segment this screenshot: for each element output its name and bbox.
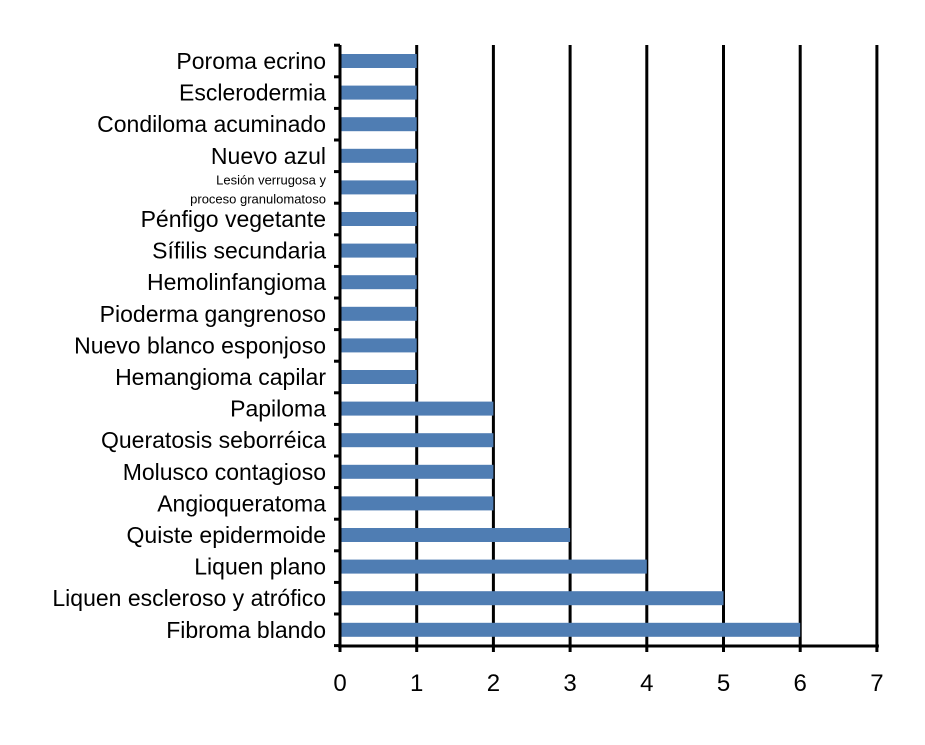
- x-tick-label: 2: [486, 670, 501, 697]
- category-label-hemangioma-capilar: Hemangioma capilar: [115, 364, 326, 390]
- category-label-liquen-plano: Liquen plano: [194, 553, 326, 580]
- bar-sifilis-secundaria: [340, 244, 417, 258]
- bar-molusco-contagioso: [340, 465, 493, 479]
- bar-nuevo-blanco-esponjoso: [340, 338, 417, 352]
- x-tick-labels: [333, 670, 883, 697]
- bar-penfigo-vegetante: [340, 212, 417, 226]
- bar-poroma-ecrino: [340, 54, 417, 68]
- category-label-hemolinfangioma: Hemolinfangioma: [147, 269, 326, 296]
- bar-hemangioma-capilar: [340, 370, 417, 384]
- category-label-pioderma-gangrenoso: Pioderma gangrenoso: [99, 300, 326, 327]
- category-label-molusco-contagioso: Molusco contagioso: [122, 458, 326, 485]
- bar-esclerodermia: [340, 86, 417, 100]
- bar-angioqueratoma: [340, 496, 493, 510]
- category-label-liquen-escleroso-y-atrofico: Liquen escleroso y atrófico: [52, 585, 326, 612]
- bar-quiste-epidermoide: [340, 528, 570, 542]
- bar-lesion-verrugosa-y-proceso-granulomatoso: [340, 180, 417, 194]
- bar-nuevo-azul: [340, 149, 417, 163]
- x-tick-label: 6: [793, 670, 807, 697]
- grid-lines: [417, 45, 877, 646]
- category-label-nuevo-blanco-esponjoso: Nuevo blanco esponjoso: [74, 332, 326, 359]
- category-label-nuevo-azul: Nuevo azul: [210, 142, 326, 169]
- category-label-condiloma-acuminado: Condiloma acuminado: [97, 111, 326, 138]
- category-label-sifilis-secundaria: Sífilis secundaria: [152, 237, 326, 264]
- category-labels: [52, 48, 326, 643]
- category-label-papiloma: Papiloma: [230, 395, 326, 422]
- x-tick-label: 4: [640, 670, 654, 697]
- bar-papiloma: [340, 402, 493, 416]
- bar-liquen-escleroso-y-atrofico: [340, 591, 724, 605]
- bar-queratosis-seborreica: [340, 433, 493, 447]
- x-tick-label: 0: [333, 670, 347, 697]
- category-label-penfigo-vegetante: Pénfigo vegetante: [140, 206, 326, 232]
- x-tick-label: 3: [563, 670, 577, 697]
- bar-liquen-plano: [340, 560, 647, 574]
- bar-pioderma-gangrenoso: [340, 307, 417, 321]
- category-label-lesion-verrugosa-y-proceso-granulomatoso: Lesión verrugosa y proceso granulomatoso: [190, 172, 326, 207]
- category-label-esclerodermia: Esclerodermia: [179, 79, 326, 106]
- x-tick-label: 5: [716, 670, 731, 697]
- x-tick-label: 7: [870, 670, 884, 697]
- category-label-quiste-epidermoide: Quiste epidermoide: [126, 522, 326, 548]
- x-tick-label: 1: [410, 670, 424, 697]
- category-label-angioqueratoma: Angioqueratoma: [157, 490, 326, 517]
- bar-fibroma-blando: [340, 623, 800, 637]
- category-label-fibroma-blando: Fibroma blando: [166, 616, 326, 643]
- category-label-poroma-ecrino: Poroma ecrino: [176, 48, 326, 74]
- bar-condiloma-acuminado: [340, 117, 417, 131]
- bar-hemolinfangioma: [340, 275, 417, 289]
- category-label-queratosis-seborreica: Queratosis seborréica: [101, 427, 326, 454]
